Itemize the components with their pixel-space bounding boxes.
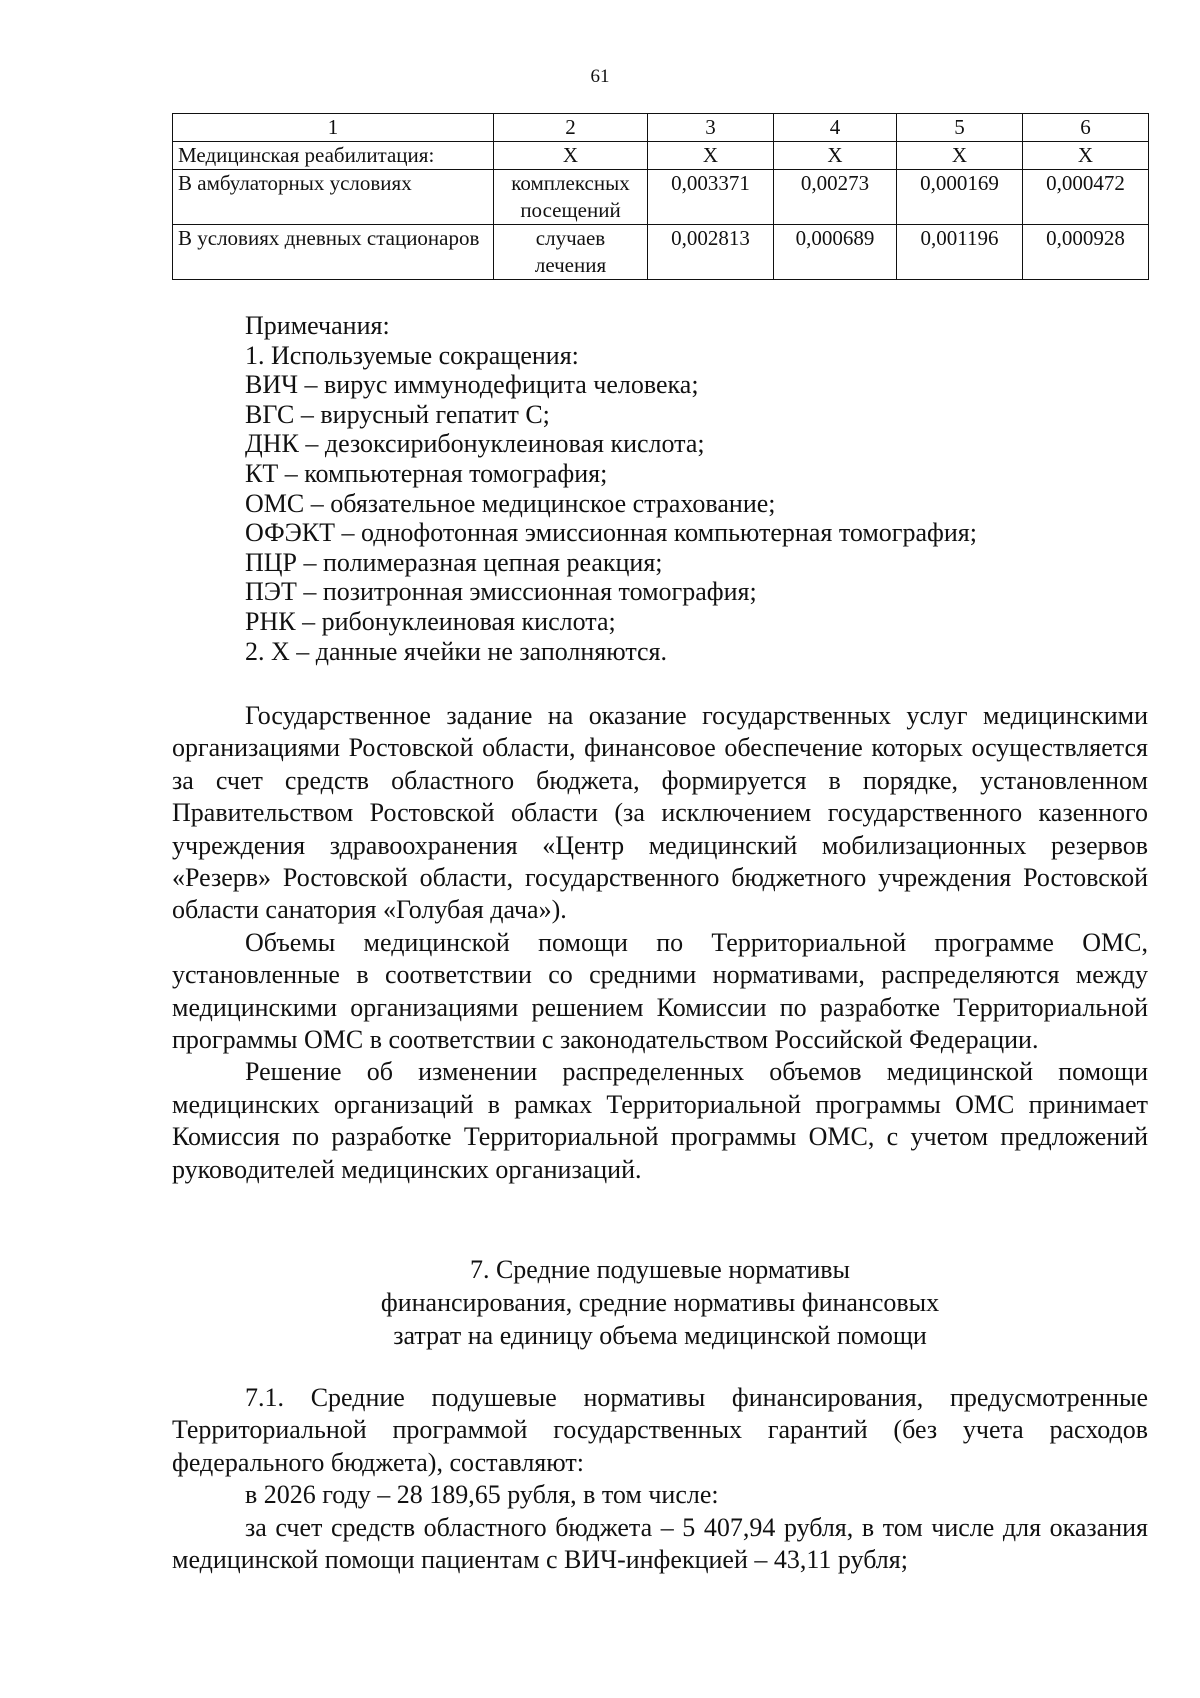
notes-block <box>245 311 977 666</box>
body-paragraphs <box>172 700 1148 1186</box>
table-cell: 0,001196 <box>897 225 1023 280</box>
table-cell: Х <box>494 142 648 170</box>
table-cell: В условиях дневных стационаров <box>173 225 494 280</box>
section-paragraphs <box>172 1382 1148 1576</box>
table-header-cell: 4 <box>774 114 897 142</box>
table-cell: Х <box>648 142 774 170</box>
paragraph-volumes: Объемы медицинской помощи по Территориальной программе ОМС, установленные в соответствии со средними нормативами, распределяются между медицинскими организациями решением Комиссии по разработке Территориальной программы ОМС в соответствии с законодательством Российской Федерации. <box>172 927 1148 1055</box>
abbreviations-heading: 1. Используемые сокращения: <box>245 340 579 370</box>
table-cell: В амбулаторных условиях <box>173 170 494 225</box>
abbreviation-item: ОФЭКТ – однофотонная эмиссионная компьютерная томография; <box>245 518 977 548</box>
abbreviation-item: ВИЧ – вирус иммунодефицита человека; <box>245 370 699 400</box>
page-number: 61 <box>590 66 610 87</box>
paragraph-redistribution: Решение об изменении распределенных объемов медицинской помощи медицинских организаций в рамках Территориальной программы ОМС принимает Комиссия по разработке Территориальной программы ОМС, с учетом предложений руководителей медицинских организаций. <box>172 1057 1148 1184</box>
table-row <box>173 142 1149 170</box>
table-row <box>173 225 1149 280</box>
table-cell: Х <box>774 142 897 170</box>
table-header-cell: 1 <box>173 114 494 142</box>
table-header-cell: 2 <box>494 114 648 142</box>
notes-heading: Примечания: <box>245 311 390 340</box>
table-cell: Медицинская реабилитация: <box>173 142 494 170</box>
x-note: 2. Х – данные ячейки не заполняются. <box>245 636 668 666</box>
table-cell: 0,000689 <box>774 225 897 280</box>
section-title <box>172 1253 1148 1352</box>
table-cell: случаев лечения <box>494 225 648 280</box>
table-cell: 0,000928 <box>1023 225 1149 280</box>
paragraph-norms-2026: в 2026 году – 28 189,65 рубля, в том числе: <box>245 1480 719 1510</box>
section-title-line: затрат на единицу объема медицинской помощи <box>393 1321 927 1350</box>
table-header-cell: 6 <box>1023 114 1149 142</box>
table-row <box>173 170 1149 225</box>
table-cell: 0,000472 <box>1023 170 1149 225</box>
paragraph-norms-intro: 7.1. Средние подушевые нормативы финансирования, предусмотренные Территориальной программой государственных гарантий (без учета расходов федерального бюджета), составляют: <box>172 1383 1148 1477</box>
table-header-cell: 5 <box>897 114 1023 142</box>
abbreviation-item: РНК – рибонуклеиновая кислота; <box>245 606 616 636</box>
table-cell: 0,00273 <box>774 170 897 225</box>
paragraph-norms-regional-budget: за счет средств областного бюджета – 5 407,94 рубля, в том числе для оказания медицинской помощи пациентам с ВИЧ-инфекцией – 43,11 рубля; <box>172 1512 1148 1575</box>
abbreviation-item: ПЭТ – позитронная эмиссионная томография; <box>245 577 757 607</box>
section-title-line: финансирования, средние нормативы финансовых <box>380 1288 940 1317</box>
norms-table <box>172 113 1149 280</box>
paragraph-state-assignment: Государственное задание на оказание государственных услуг медицинскими организациями Ростовской области, финансовое обеспечение которых осуществляется за счет средств областного бюджета, формируется в порядке, установленном Правительством Ростовской области (за исключением государственного казенного учреждения здравоохранения «Центр медицинский мобилизационных резервов «Резерв» Ростовской области, государственного бюджетного учреждения Ростовской области санатория «Голубая дача»). <box>172 701 1148 925</box>
table-cell: комплексных посещений <box>494 170 648 225</box>
abbreviation-item: ОМС – обязательное медицинское страхование; <box>245 488 776 518</box>
table-cell: 0,000169 <box>897 170 1023 225</box>
abbreviation-item: ДНК – дезоксирибонуклеиновая кислота; <box>245 429 705 459</box>
table-header-row <box>173 114 1149 142</box>
table-cell: 0,002813 <box>648 225 774 280</box>
abbreviation-item: КТ – компьютерная томография; <box>245 458 608 488</box>
abbreviation-item: ПЦР – полимеразная цепная реакция; <box>245 547 663 577</box>
section-title-line: 7. Средние подушевые нормативы <box>469 1255 851 1284</box>
table-header-cell: 3 <box>648 114 774 142</box>
abbreviation-item: ВГС – вирусный гепатит С; <box>245 399 550 429</box>
table-cell: 0,003371 <box>648 170 774 225</box>
table-cell: Х <box>897 142 1023 170</box>
table-cell: Х <box>1023 142 1149 170</box>
